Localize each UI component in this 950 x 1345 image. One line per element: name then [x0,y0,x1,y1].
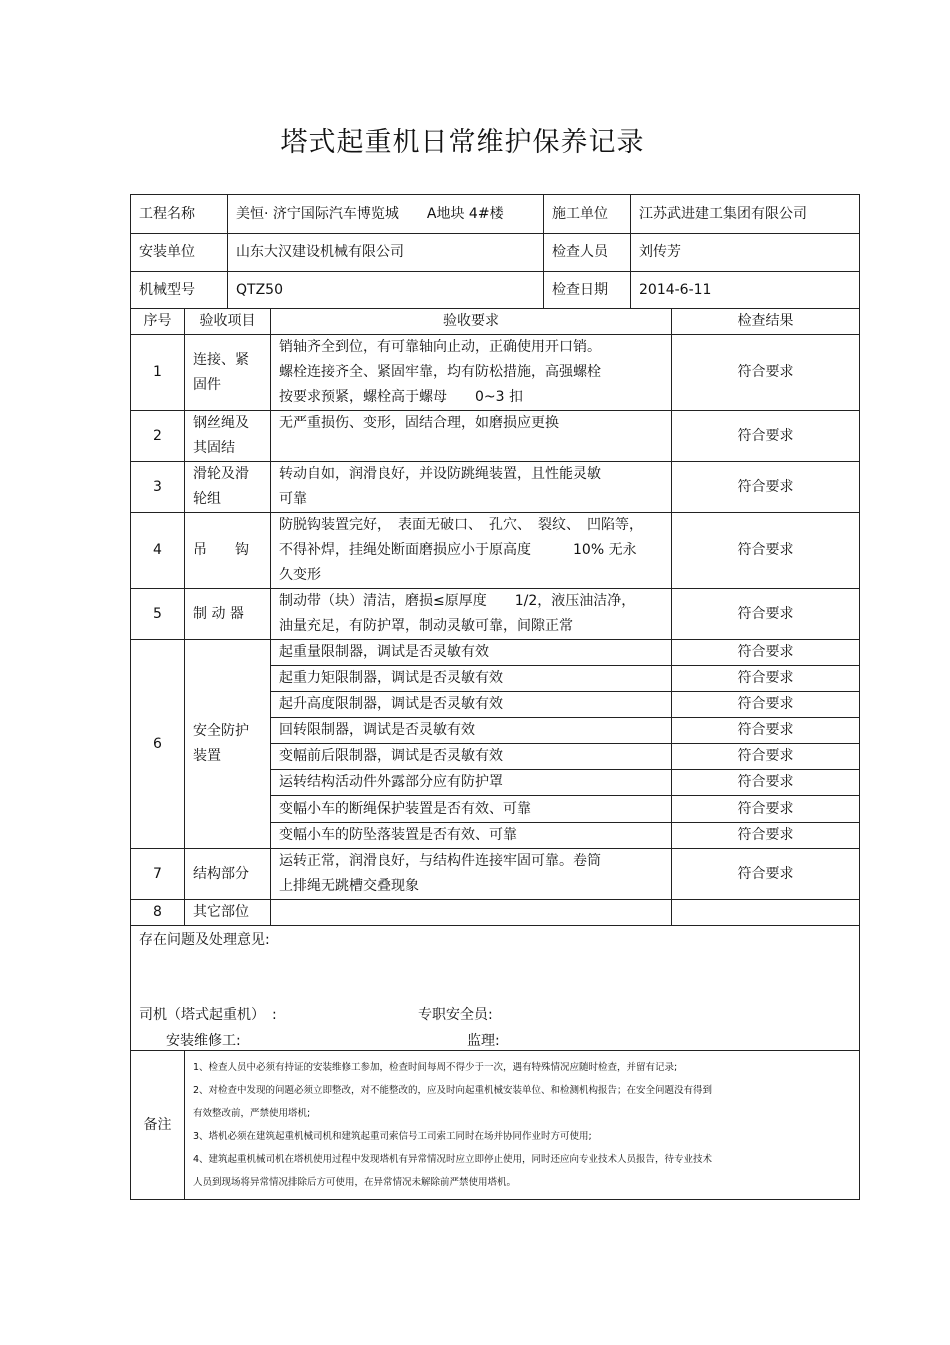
row-item: 结构部分 [185,849,271,900]
model-value: QTZ50 [228,272,544,309]
table-row [131,513,860,589]
header-item: 验收项目 [185,309,271,335]
safety-result: 符合要求 [672,718,860,744]
maintainer-signature-label: 安装维修工: [166,1033,241,1049]
row-item: 钢丝绳及 其固结 [185,411,271,462]
row-no: 2 [131,411,185,462]
table-row [131,849,860,900]
row-requirement: 销轴齐全到位，有可靠轴向止动，正确使用开口销。 螺栓连接齐全、紧固牢靠，均有防松措施，高强螺栓 按要求预紧，螺栓高于螺母 0~3 扣 [271,335,672,411]
safety-officer-label: 专职安全员: [418,1007,493,1023]
inspector-label: 检查人员 [544,234,631,272]
safety-result: 符合要求 [672,640,860,666]
row-no: 6 [131,640,185,849]
note-line: 有效整改前，严禁使用塔机; [193,1108,311,1119]
header-result: 检查结果 [672,309,860,335]
row-no: 7 [131,849,185,900]
row-no: 4 [131,513,185,589]
note-line: 4、建筑起重机械司机在塔机使用过程中发现塔机有异常情况时应立即停止使用，同时还应向专业技术人员报告，待专业技术 [193,1154,713,1165]
safety-requirement: 起重力矩限制器，调试是否灵敏有效 [271,666,672,692]
driver-signature-label: 司机（塔式起重机） : [139,1007,277,1023]
row-requirement: 防脱钩装置完好， 表面无破口、 孔穴、 裂纹、 凹陷等， 不得补焊，挂绳处断面磨损应小于原高度 10% 无永 久变形 [271,513,672,589]
safety-result: 符合要求 [672,770,860,796]
row-no: 8 [131,900,185,926]
safety-requirement: 起升高度限制器，调试是否灵敏有效 [271,692,672,718]
safety-requirement: 变幅小车的防坠落装置是否有效、可靠 [271,823,672,849]
row-result: 符合要求 [672,411,860,462]
safety-result: 符合要求 [672,692,860,718]
page-title: 塔式起重机日常维护保养记录 [280,127,645,158]
safety-result: 符合要求 [672,823,860,849]
table-row [131,411,860,462]
info-table [130,194,860,309]
row-result: 符合要求 [672,589,860,640]
installer-label: 安装单位 [131,234,228,272]
row-item: 制 动 器 [185,589,271,640]
row-result: 符合要求 [672,462,860,513]
table-row [131,589,860,640]
table-row [131,335,860,411]
row-requirement: 无严重损伤、变形，固结合理，如磨损应更换 [271,411,672,462]
row-item: 滑轮及滑 轮组 [185,462,271,513]
row-result: 符合要求 [672,513,860,589]
date-label: 检查日期 [544,272,631,309]
note-line: 2、对检查中发现的问题必须立即整改，对不能整改的，应及时向起重机械安装单位、和检测机构报告；在安全问题没有得到 [193,1085,713,1096]
notes-content [185,1051,860,1200]
note-line: 人员到现场将异常情况排除后方可使用，在异常情况未解除前严禁使用塔机。 [193,1177,517,1188]
header-requirement: 验收要求 [271,309,672,335]
note-line: 1、检查人员中必须有持证的安装维修工参加，检查时间每周不得少于一次，遇有特殊情况应随时检查，并留有记录; [193,1062,678,1073]
opinion-label: 存在问题及处理意见: [139,932,270,948]
project-label: 工程名称 [131,195,228,234]
row-no: 5 [131,589,185,640]
builder-label: 施工单位 [544,195,631,234]
row-no: 3 [131,462,185,513]
date-value: 2014-6-11 [631,272,860,309]
safety-requirement: 运转结构活动件外露部分应有防护罩 [271,770,672,796]
safety-requirement: 起重量限制器，调试是否灵敏有效 [271,640,672,666]
row-item: 安全防护 装置 [185,640,271,849]
safety-result: 符合要求 [672,666,860,692]
installer-value: 山东大汉建设机械有限公司 [228,234,544,272]
opinion-row [131,926,860,1051]
model-label: 机械型号 [131,272,228,309]
row-requirement: 运转正常，润滑良好，与结构件连接牢固可靠。卷筒 上排绳无跳槽交叠现象 [271,849,672,900]
header-no: 序号 [131,309,185,335]
row-result: 符合要求 [672,335,860,411]
note-line: 3、塔机必须在建筑起重机械司机和建筑起重司索信号工司索工同时在场并协同作业时方可使用; [193,1131,592,1142]
opinion-cell [131,926,860,1051]
row-requirement: 制动带（块）清洁，磨损≤原厚度 1/2，液压油洁净， 油量充足，有防护罩，制动灵敏可靠，间隙正常 [271,589,672,640]
safety-requirement: 变幅小车的断绳保护装置是否有效、可靠 [271,796,672,823]
inspector-value: 刘传芳 [631,234,860,272]
row-item: 其它部位 [185,900,271,926]
safety-requirement: 变幅前后限制器，调试是否灵敏有效 [271,744,672,770]
record-sheet [130,194,859,1200]
table-row [131,462,860,513]
builder-value: 江苏武进建工集团有限公司 [631,195,860,234]
row-requirement [271,900,672,926]
notes-table [130,1050,860,1200]
row-no: 1 [131,335,185,411]
notes-label: 备注 [131,1051,185,1200]
inspection-table [130,308,860,1051]
safety-result: 符合要求 [672,744,860,770]
project-value: 美恒· 济宁国际汽车博览城 A地块 4#楼 [228,195,544,234]
safety-result: 符合要求 [672,796,860,823]
row-result [672,900,860,926]
row-item: 连接、紧 固件 [185,335,271,411]
row-result: 符合要求 [672,849,860,900]
table-row [131,640,860,666]
row-item: 吊 钩 [185,513,271,589]
table-row [131,900,860,926]
row-requirement: 转动自如，润滑良好，并设防跳绳装置，且性能灵敏 可靠 [271,462,672,513]
supervisor-signature-label: 监理: [467,1033,500,1049]
safety-requirement: 回转限制器，调试是否灵敏有效 [271,718,672,744]
